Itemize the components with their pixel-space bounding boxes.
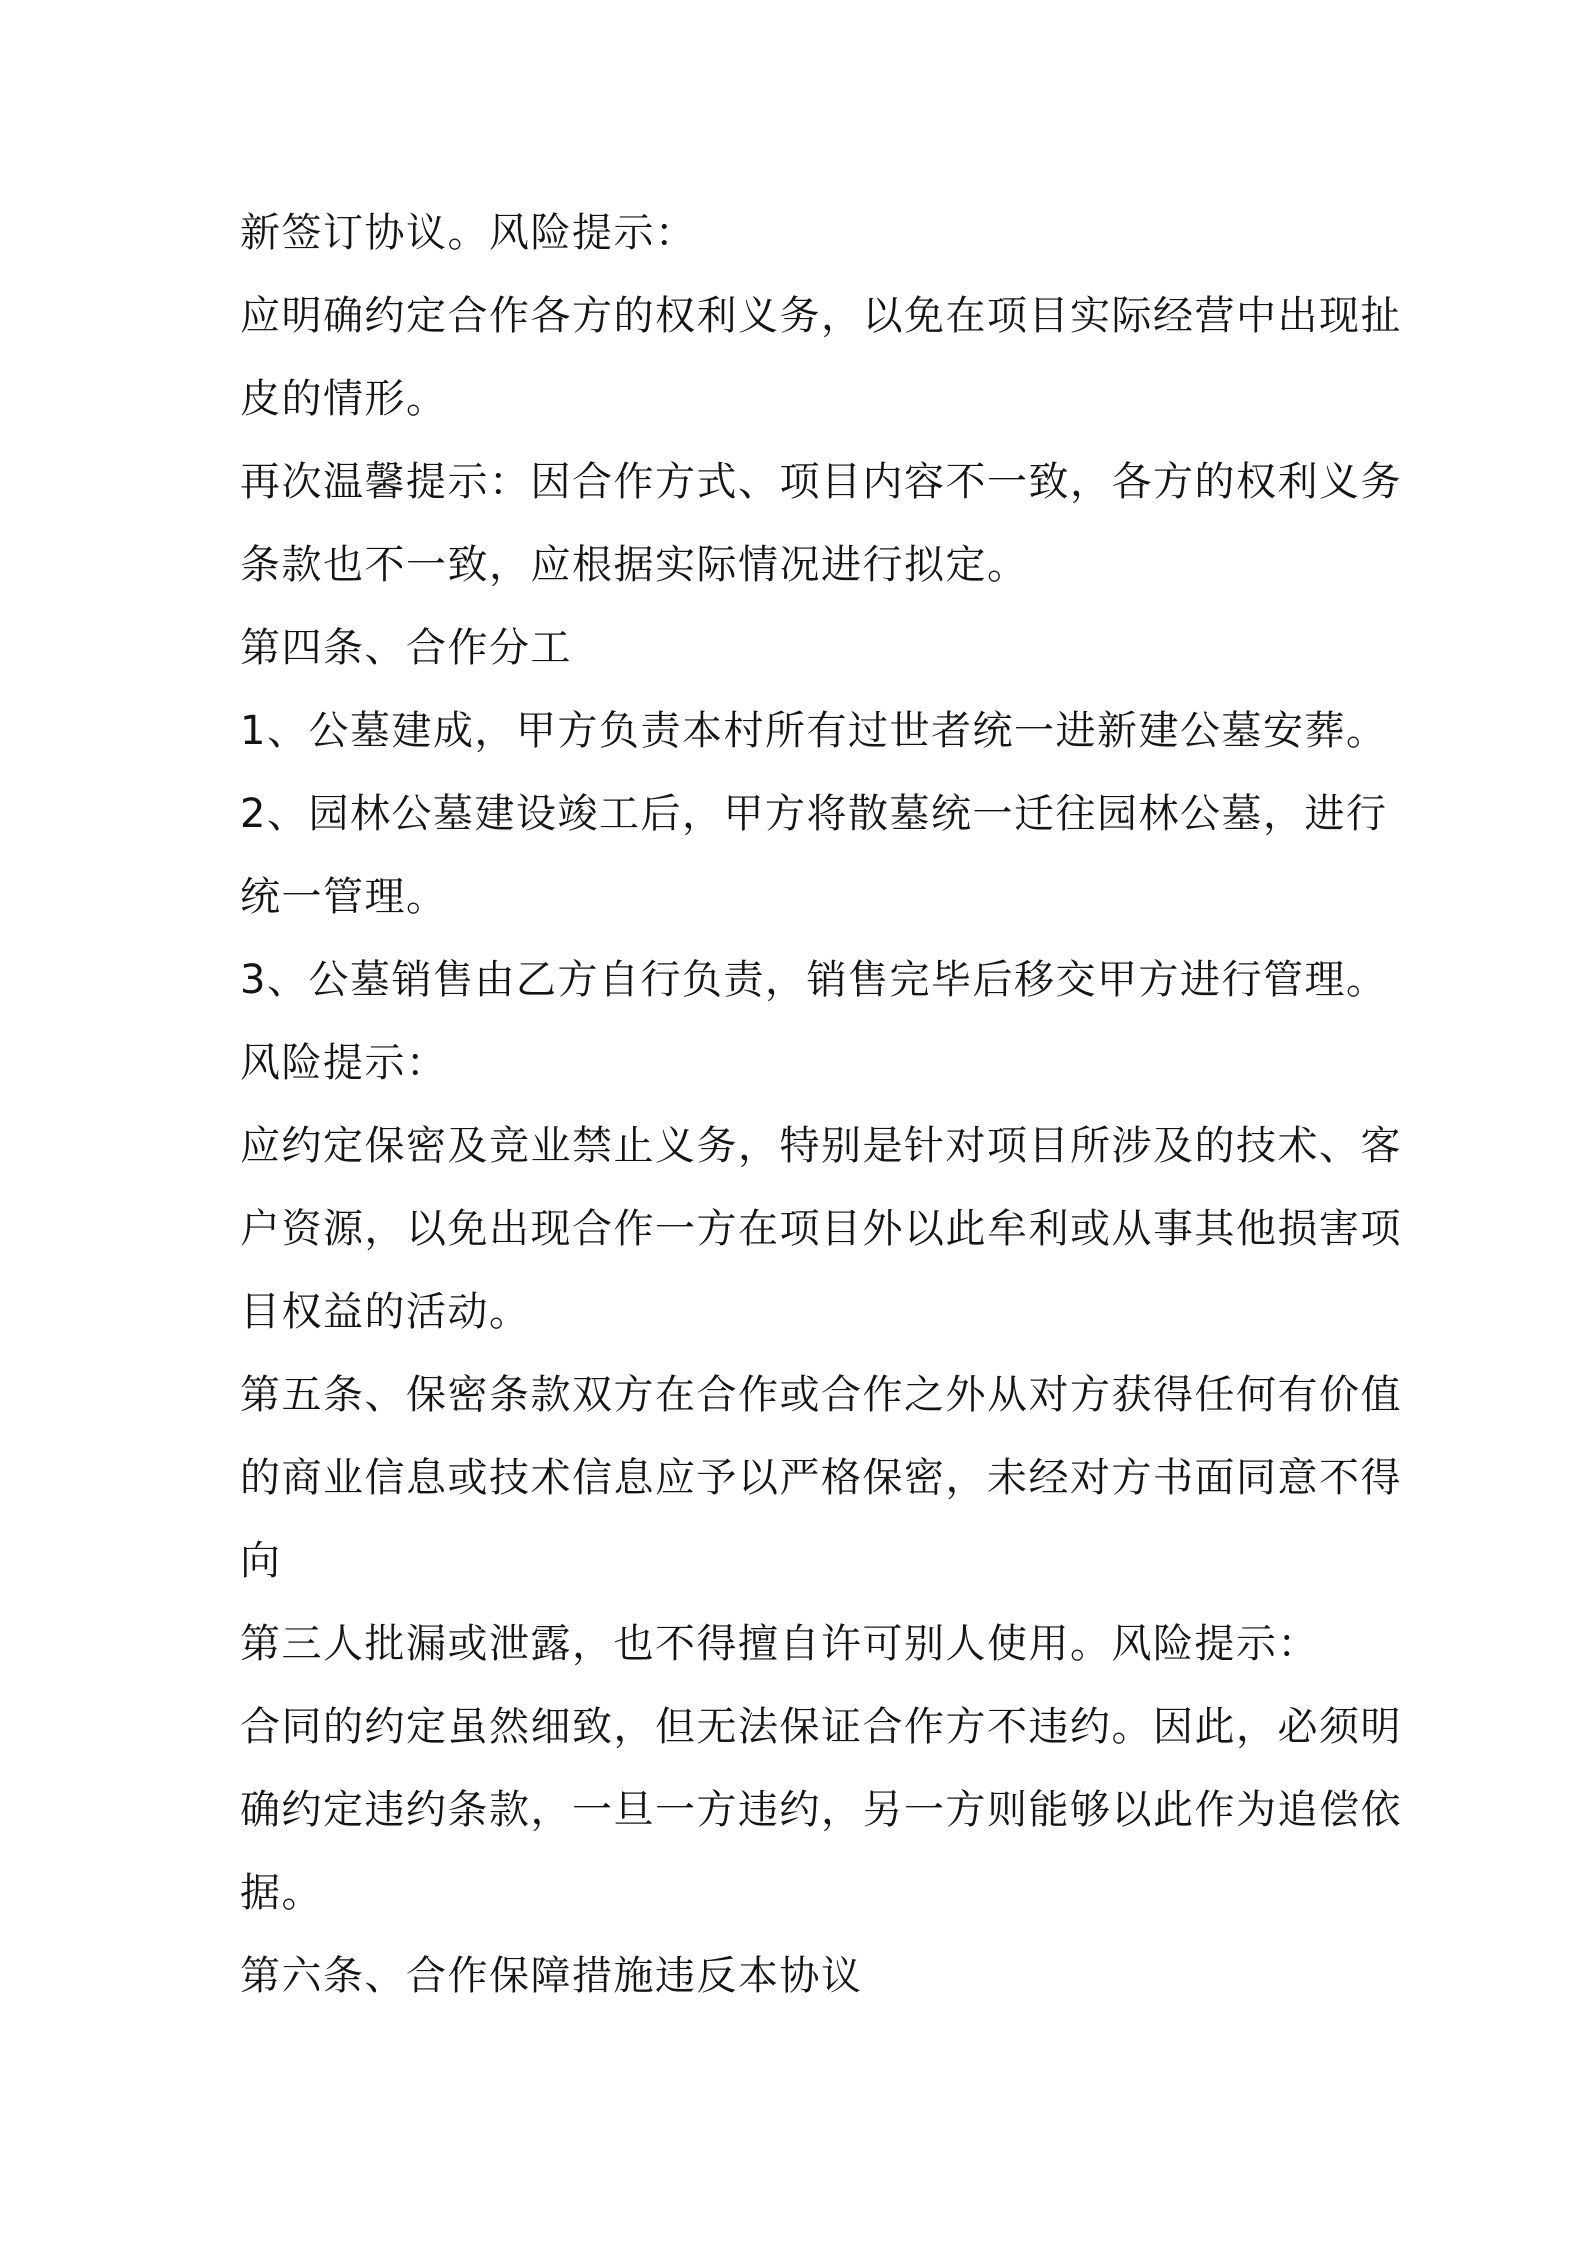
section-heading: 第六条、合作保障措施违反本协议 bbox=[240, 1953, 863, 1999]
section-heading: 第五条、保密条款双方在合作或合作之外从对方获得任何有价值 bbox=[240, 1372, 1402, 1418]
text-line: 确约定违约条款，一旦一方违约，另一方则能够以此作为追偿依 bbox=[240, 1787, 1402, 1833]
section-heading: 第四条、合作分工 bbox=[240, 625, 572, 671]
text-line: 应明确约定合作各方的权利义务，以免在项目实际经营中出现扯 bbox=[240, 293, 1402, 339]
text-line: 应约定保密及竞业禁止义务，特别是针对项目所涉及的技术、客 bbox=[240, 1123, 1402, 1169]
text-line: 条款也不一致，应根据实际情况进行拟定。 bbox=[240, 542, 1029, 588]
text-line: 1、公墓建成，甲方负责本村所有过世者统一进新建公墓安葬。 bbox=[240, 708, 1388, 754]
text-line: 2、园林公墓建设竣工后，甲方将散墓统一迁往园林公墓，进行 bbox=[240, 791, 1388, 837]
text-line: 新签订协议。风险提示： bbox=[240, 210, 697, 256]
document-body bbox=[240, 192, 1402, 2018]
text-line: 合同的约定虽然细致，但无法保证合作方不违约。因此，必须明 bbox=[240, 1704, 1402, 1750]
text-line: 据。 bbox=[240, 1870, 323, 1916]
text-line: 向 bbox=[240, 1538, 282, 1584]
text-line: 皮的情形。 bbox=[240, 376, 448, 422]
text-line: 再次温馨提示：因合作方式、项目内容不一致，各方的权利义务 bbox=[240, 459, 1402, 505]
text-line: 第三人批漏或泄露，也不得擅自许可别人使用。风险提示： bbox=[240, 1621, 1319, 1667]
text-line: 目权益的活动。 bbox=[240, 1289, 531, 1335]
text-line: 风险提示： bbox=[240, 1040, 448, 1086]
text-line: 3、公墓销售由乙方自行负责，销售完毕后移交甲方进行管理。 bbox=[240, 957, 1388, 1003]
text-line: 户资源，以免出现合作一方在项目外以此牟利或从事其他损害项 bbox=[240, 1206, 1402, 1252]
text-line: 统一管理。 bbox=[240, 874, 448, 920]
text-line: 的商业信息或技术信息应予以严格保密，未经对方书面同意不得 bbox=[240, 1455, 1402, 1501]
